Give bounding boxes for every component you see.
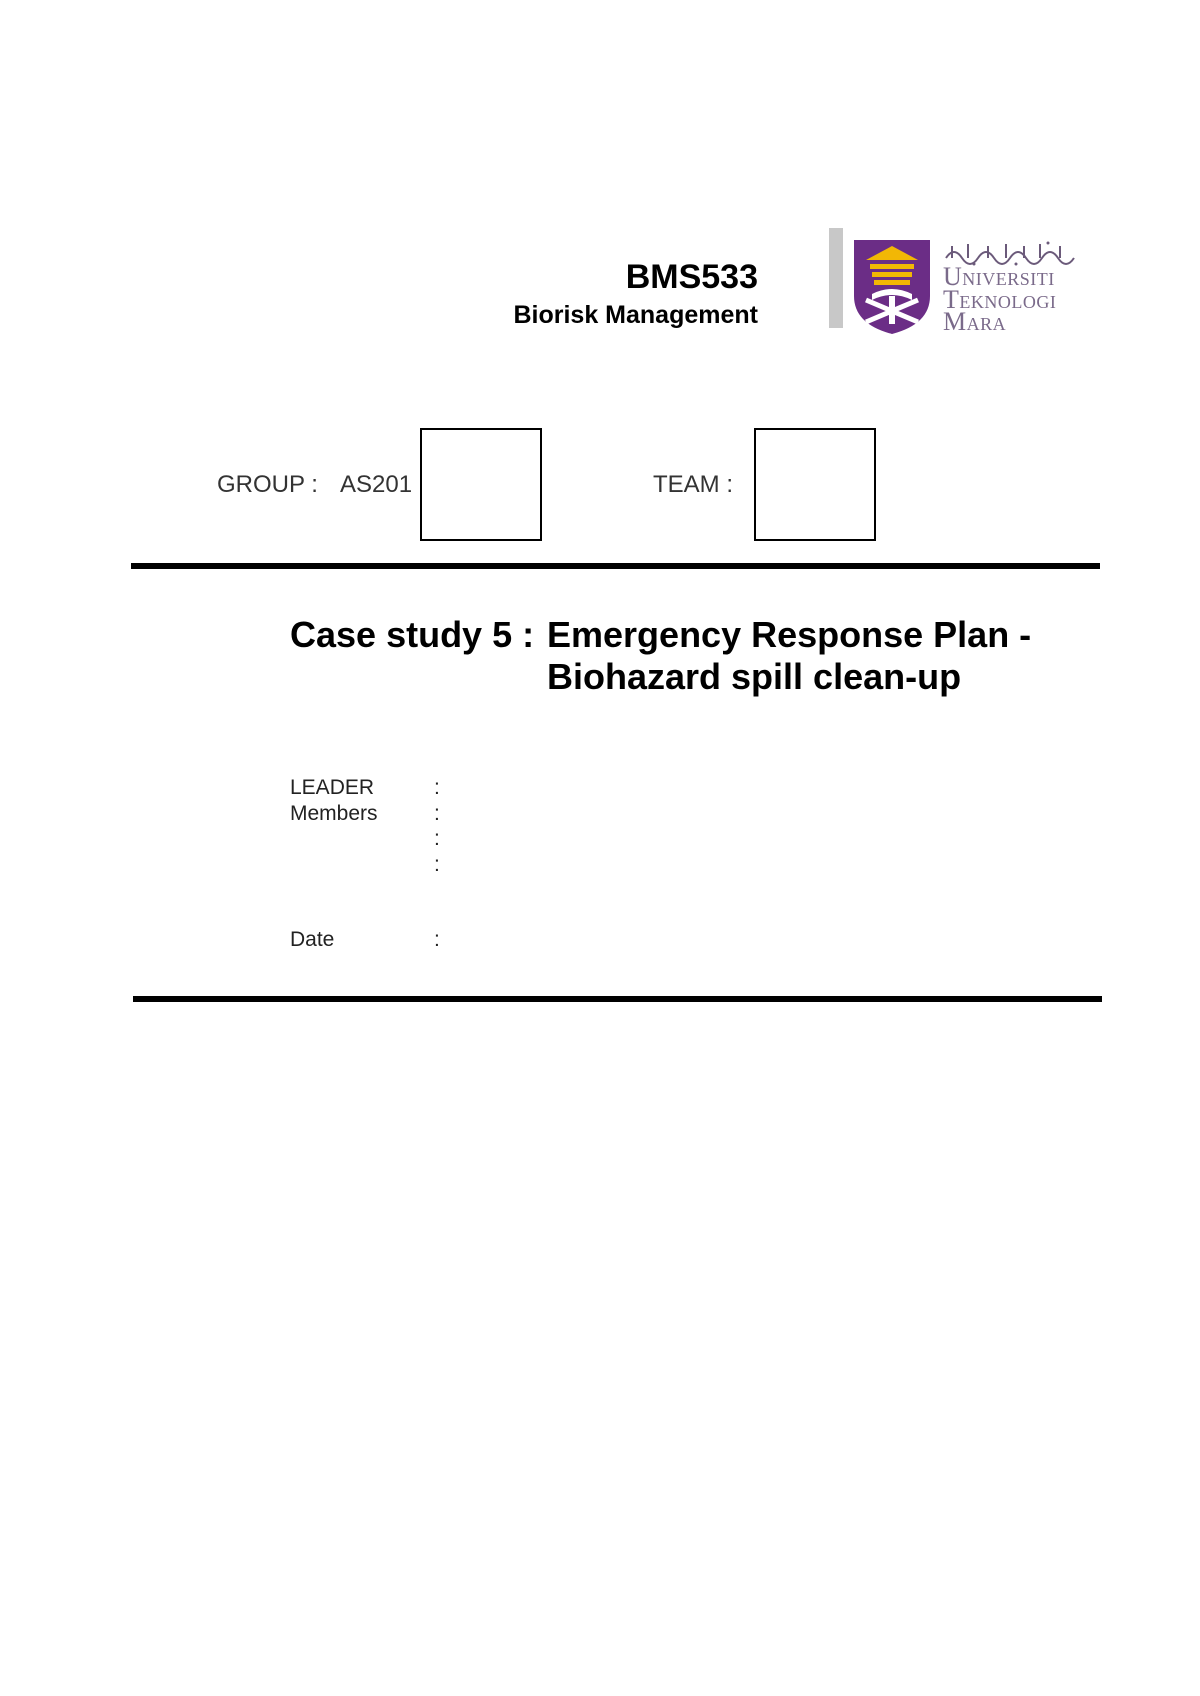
group-value: AS201 xyxy=(340,471,413,498)
header-divider xyxy=(829,228,843,328)
date-label: Date xyxy=(290,928,335,951)
bottom-rule xyxy=(133,996,1102,1002)
date-colon: : xyxy=(434,928,440,951)
top-rule xyxy=(131,563,1100,569)
course-code: BMS533 xyxy=(625,258,758,296)
logo-text-teknologi: Teknologi xyxy=(943,285,1057,314)
logo-text-universiti: Universiti xyxy=(943,262,1055,291)
members-label: Members xyxy=(290,802,378,825)
course-name: Biorisk Management xyxy=(513,301,758,329)
case-study-prefix: Case study 5 : xyxy=(290,614,535,655)
logo-text-mara: Mara xyxy=(943,307,1007,336)
group-label: GROUP : xyxy=(217,471,318,498)
members-colon: : xyxy=(434,853,440,876)
university-crest-logo xyxy=(852,238,932,336)
group-box[interactable] xyxy=(420,428,542,541)
members-colon: : xyxy=(434,827,440,850)
team-box[interactable] xyxy=(754,428,876,541)
leader-colon: : xyxy=(434,776,440,799)
case-study-title-line1: Emergency Response Plan - xyxy=(547,614,1032,655)
team-label: TEAM : xyxy=(653,471,734,498)
leader-label: LEADER xyxy=(290,776,375,799)
case-study-title-line2: Biohazard spill clean-up xyxy=(547,656,962,697)
members-colon: : xyxy=(434,802,440,825)
